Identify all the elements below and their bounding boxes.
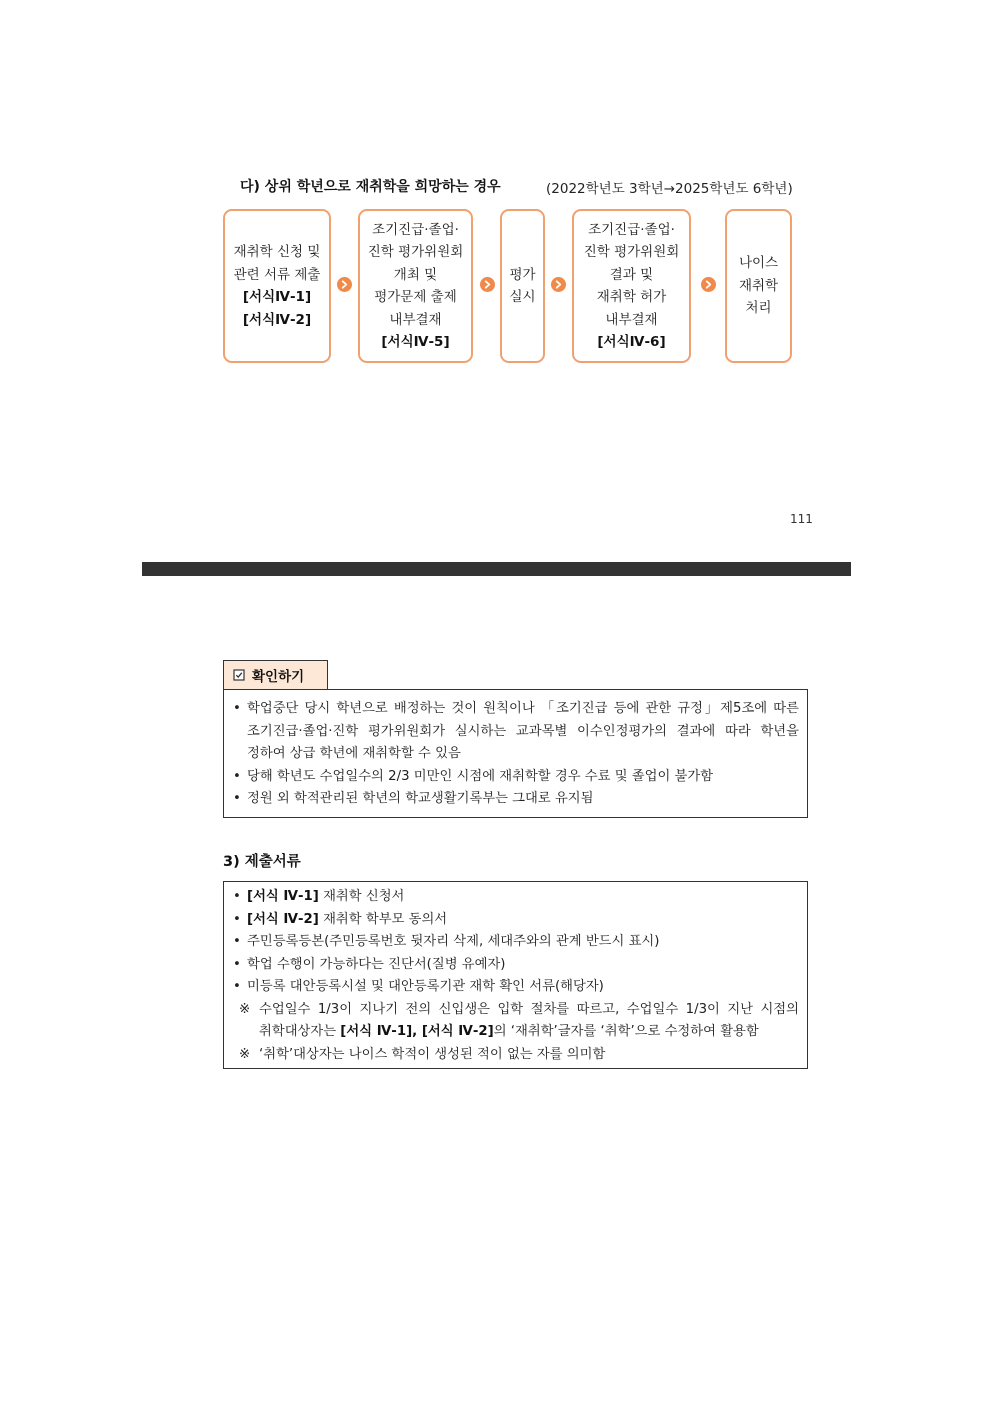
flow-step-form: [서식Ⅳ-5] xyxy=(381,334,450,350)
docs-note-text: ‘취학’대상자는 나이스 학적이 생성된 적이 없는 자를 의미함 xyxy=(259,1046,606,1062)
flow-step-line: 조기진급·졸업· xyxy=(372,221,459,238)
page-divider xyxy=(142,562,851,576)
flow-step-line: 재취학 xyxy=(738,277,779,294)
docs-item-text: 주민등록등본(주민등록번호 뒷자리 삭제, 세대주와의 관계 반드시 표시) xyxy=(247,934,660,949)
arrow-right-icon xyxy=(337,277,352,292)
page-number: 111 xyxy=(790,512,813,526)
flow-step-line: 재취학 허가 xyxy=(596,289,667,305)
docs-item-text: 학업 수행이 가능하다는 진단서(질병 유예자) xyxy=(247,956,506,972)
docs-item-text: 미등록 대안등록시설 및 대안등록기관 재학 확인 서류(해당자) xyxy=(247,979,604,994)
docs-item-text: 재취학 학부모 동의서 xyxy=(318,911,448,927)
flow-step-result xyxy=(572,209,691,363)
docs-item-form: [서식 Ⅳ-1] xyxy=(247,889,319,904)
flow-step-form: [서식Ⅳ-2] xyxy=(242,311,312,328)
flow-step-line: 처리 xyxy=(745,300,772,317)
flow-step-line: 개최 및 xyxy=(393,266,438,283)
flow-step-line: 결과 및 xyxy=(609,266,654,283)
flow-step-line: 재취학 신청 및 xyxy=(233,244,321,260)
flow-step-line: 평가문제 출제 xyxy=(374,289,457,305)
docs-note-sep: , xyxy=(412,1024,422,1039)
docs-item xyxy=(233,909,799,932)
section-subtitle: (2022학년도 3학년→2025학년도 6학년) xyxy=(546,181,793,197)
flow-step-line: 나이스 xyxy=(738,255,779,272)
check-item-line: 정하여 상급 학년에 재취학할 수 있음 xyxy=(247,746,461,761)
check-item-line: • 학업중단 당시 학년으로 배정하는 것이 원칙이나 「조기진급 등에 관한 규정」제5조에 따른 xyxy=(247,701,799,716)
docs-title: 3) 제출서류 xyxy=(223,854,301,870)
flow-step-form: [서식Ⅳ-1] xyxy=(242,289,312,305)
docs-note-form: [서식 Ⅳ-2] xyxy=(421,1024,494,1039)
check-item xyxy=(233,766,799,789)
check-item xyxy=(233,698,799,766)
docs-note-line: 수업일수 1/3이 지나기 전의 신입생은 입학 절차를 따르고, 수업일수 1/3이 지난 시점의 xyxy=(259,1001,799,1017)
docs-note-line xyxy=(259,1021,799,1044)
docs-note xyxy=(239,999,799,1044)
flow-step-line: 조기진급·졸업· xyxy=(588,221,675,238)
arrow-right-icon xyxy=(480,277,495,292)
docs-item-form: [서식 Ⅳ-2] xyxy=(247,911,319,927)
checkbox-icon xyxy=(233,666,245,685)
check-item xyxy=(233,788,799,811)
docs-note-form: [서식 Ⅳ-1] xyxy=(340,1024,413,1039)
check-title: 확인하기 xyxy=(252,669,305,685)
arrow-right-icon xyxy=(551,277,566,292)
reference-mark: ※ xyxy=(239,1046,251,1062)
check-item-line: • 당해 학년도 수업일수의 2/3 미만인 시점에 재취학할 경우 수료 및 졸업이 불가함 xyxy=(247,768,714,784)
check-content xyxy=(223,689,808,818)
docs-note-text: 취학대상자는 xyxy=(259,1024,341,1039)
flow-step-line: 진학 평가위원회 xyxy=(583,244,680,260)
flow-step-line: 내부결재 xyxy=(605,311,658,328)
check-item-line: • 정원 외 학적관리된 학년의 학교생활기록부는 그대로 유지됨 xyxy=(247,791,594,806)
arrow-right-icon xyxy=(701,277,716,292)
docs-item-text: 재취학 신청서 xyxy=(318,889,405,904)
docs-item xyxy=(233,931,799,954)
flow-step-line: 관련 서류 제출 xyxy=(233,266,321,283)
docs-item xyxy=(233,954,799,977)
flow-step-apply xyxy=(223,209,331,363)
docs-content xyxy=(223,881,808,1069)
flow-step-neis xyxy=(725,209,792,363)
docs-note-text: 의 ‘재취학’글자를 ‘취학’으로 수정하여 활용함 xyxy=(493,1024,759,1039)
docs-item xyxy=(233,886,799,909)
flow-step-form: [서식Ⅳ-6] xyxy=(597,334,666,350)
check-tab xyxy=(223,660,328,689)
check-item-line: 조기진급·졸업·진학 평가위원회가 실시하는 교과목별 이수인정평가의 결과에 따라 학년을 xyxy=(247,723,799,739)
flow-step-evaluation xyxy=(500,209,545,363)
flow-step-line: 실시 xyxy=(509,289,536,305)
reference-mark: ※ xyxy=(239,1001,251,1017)
flow-step-line: 평가 xyxy=(509,266,536,283)
flow-step-line: 내부결재 xyxy=(389,311,442,328)
section-title: 다) 상위 학년으로 재취학을 희망하는 경우 xyxy=(240,179,501,195)
docs-item xyxy=(233,976,799,999)
flow-step-line: 진학 평가위원회 xyxy=(367,244,464,260)
flow-step-committee xyxy=(358,209,473,363)
docs-note xyxy=(239,1044,799,1067)
